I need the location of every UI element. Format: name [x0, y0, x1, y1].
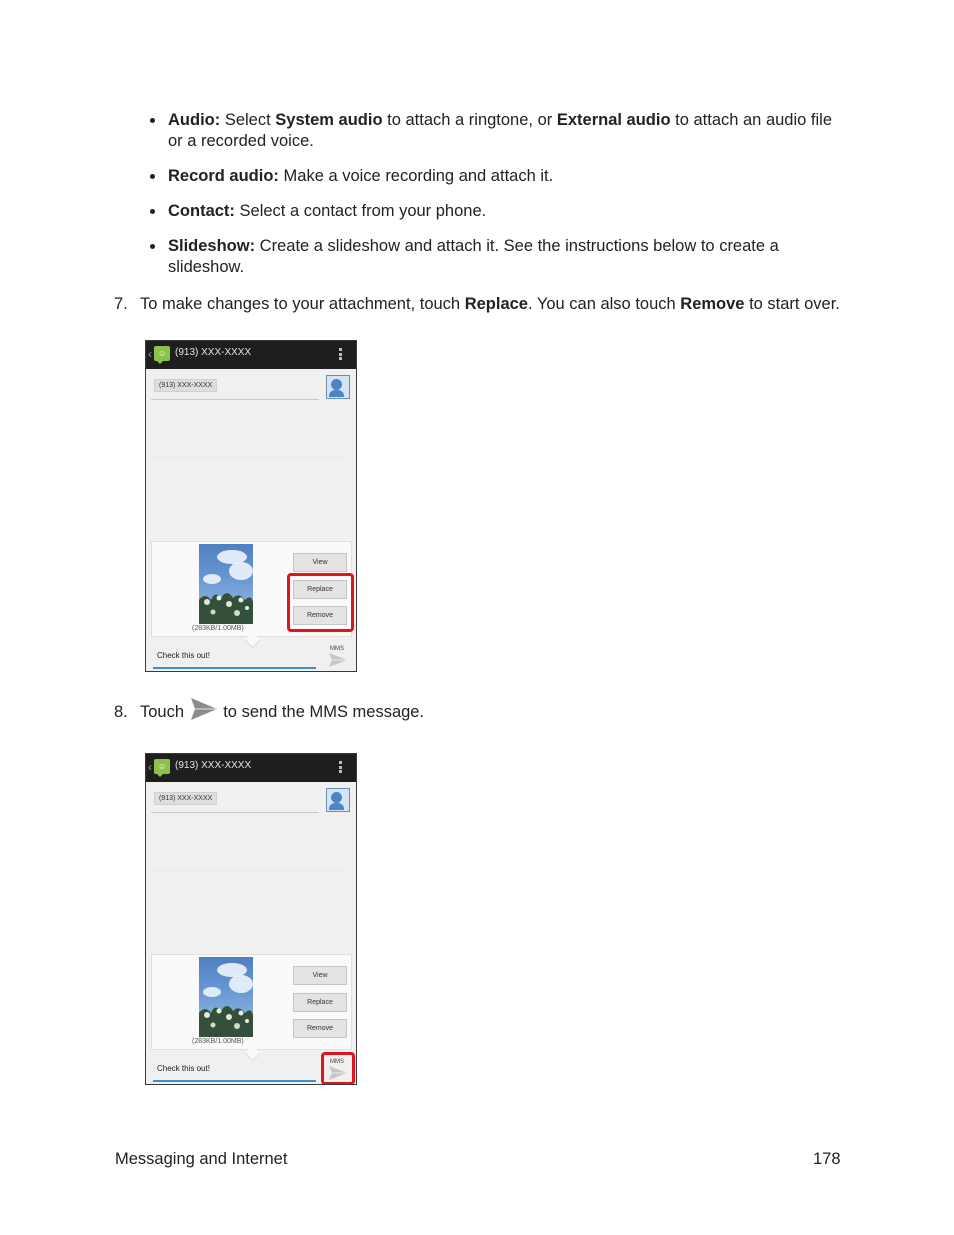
highlight-replace-remove — [287, 573, 354, 632]
bullet-item — [147, 236, 847, 278]
contact-picker-icon[interactable] — [326, 788, 350, 812]
attached-photo-thumbnail[interactable] — [199, 957, 253, 1037]
tree-leaves-graphic — [199, 586, 253, 624]
attachment-size: (283KB/1.00MB) — [192, 625, 244, 632]
divider — [152, 862, 348, 871]
mms-label: MMS — [330, 646, 344, 652]
attachment-options-list — [147, 110, 847, 292]
bullet-item — [147, 166, 847, 187]
action-bar — [146, 341, 356, 369]
step-8: 8. Touch to send the MMS message. — [114, 697, 424, 723]
bullet-term: Slideshow: — [168, 237, 256, 255]
bullet-item — [147, 110, 847, 152]
footer-section-title: Messaging and Internet — [115, 1150, 288, 1168]
bullet-dot — [150, 174, 155, 179]
view-button[interactable]: View — [293, 553, 347, 572]
replace-button[interactable]: Replace — [293, 993, 347, 1012]
conversation-title: (913) XXX-XXXX — [175, 347, 252, 358]
send-icon[interactable] — [329, 653, 347, 667]
messaging-icon: ☺ — [154, 759, 170, 774]
step-number: 8. — [114, 703, 128, 721]
bullet-text: Select — [220, 111, 276, 129]
step-7: 7. To make changes to your attachment, touch Replace. You can also touch Remove to start over. — [114, 295, 840, 313]
recipient-field-underline — [151, 399, 319, 400]
remove-button[interactable]: Remove — [293, 606, 347, 625]
bullet-text: External audio — [556, 111, 671, 129]
message-compose-field[interactable]: Check this out! — [151, 646, 316, 668]
bullet-dot — [150, 244, 155, 249]
page-number: 178 — [813, 1150, 841, 1168]
overflow-menu-icon[interactable] — [339, 348, 342, 362]
send-icon — [191, 697, 217, 721]
remove-button[interactable]: Remove — [293, 1019, 347, 1038]
conversation-title: (913) XXX-XXXX — [175, 760, 252, 771]
bullet-text: Make a voice recording and attach it. — [278, 167, 554, 185]
highlight-send — [321, 1052, 355, 1085]
back-icon[interactable]: ‹ — [148, 760, 152, 774]
bullet-term: Contact: — [168, 202, 235, 220]
bullet-text: to attach a ringtone, or — [382, 111, 557, 129]
contact-picker-icon[interactable] — [326, 375, 350, 399]
phone-screenshot-send — [145, 753, 357, 1085]
attachment-size: (283KB/1.00MB) — [192, 1038, 244, 1045]
bullet-term: Audio: — [168, 111, 221, 129]
tree-leaves-graphic — [199, 999, 253, 1037]
attached-photo-thumbnail[interactable] — [199, 544, 253, 624]
bullet-item — [147, 201, 847, 222]
back-icon[interactable]: ‹ — [148, 347, 152, 361]
view-button[interactable]: View — [293, 966, 347, 985]
recipient-chip[interactable]: (913) XXX-XXXX — [154, 379, 217, 392]
bullet-text: Create a slideshow and attach it. See the instructions below to create a slideshow. — [168, 237, 779, 276]
message-compose-field[interactable]: Check this out! — [151, 1059, 316, 1081]
bullet-text: to attach an audio file or a recorded voice. — [168, 111, 832, 150]
bullet-text: Select a contact from your phone. — [234, 202, 487, 220]
bullet-dot — [150, 118, 155, 123]
bullet-term: Record audio: — [168, 167, 279, 185]
attachment-panel — [151, 954, 352, 1050]
recipient-chip[interactable]: (913) XXX-XXXX — [154, 792, 217, 805]
mms-label: MMS — [330, 1059, 344, 1065]
replace-button[interactable]: Replace — [293, 580, 347, 599]
recipient-field-underline — [151, 812, 319, 813]
step-number: 7. — [114, 295, 128, 313]
action-bar — [146, 754, 356, 782]
overflow-menu-icon[interactable] — [339, 761, 342, 775]
phone-screenshot-replace-remove — [145, 340, 357, 672]
divider — [152, 449, 348, 458]
bullet-text: System audio — [275, 111, 383, 129]
bullet-dot — [150, 209, 155, 214]
messaging-icon: ☺ — [154, 346, 170, 361]
